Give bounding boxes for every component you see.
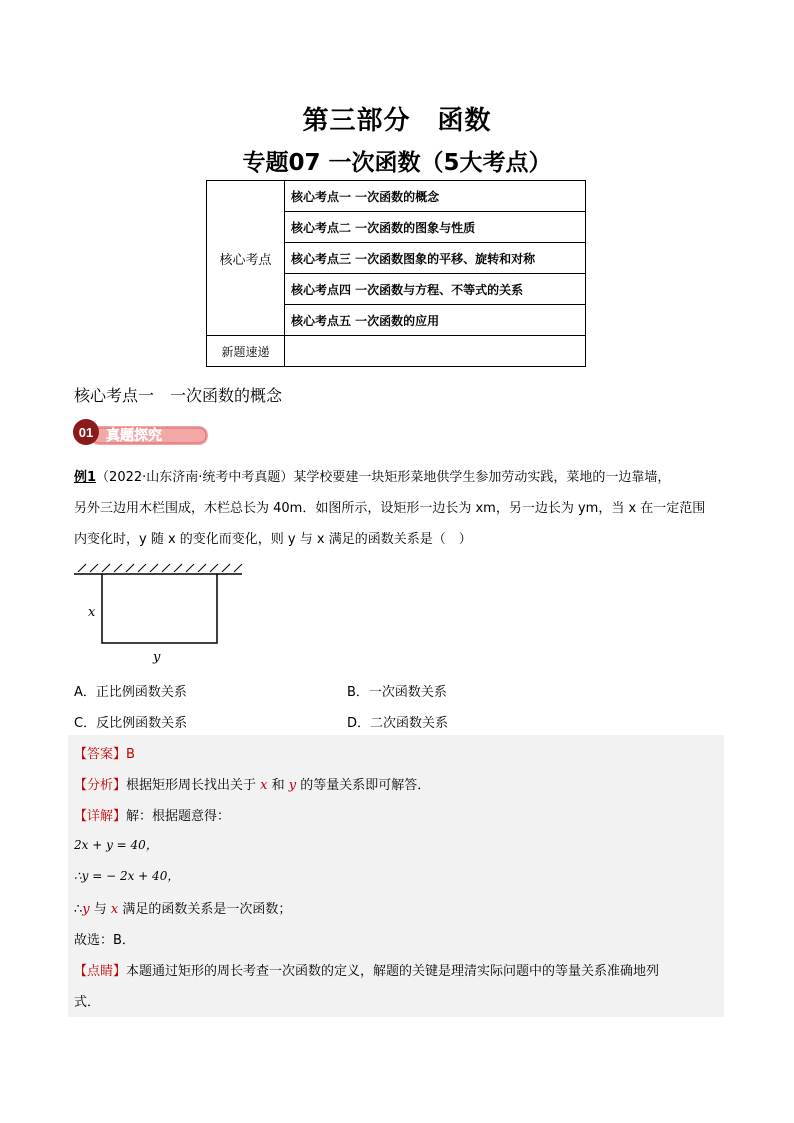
toc-label: 核心考点: [207, 181, 285, 336]
comment-tag: 【点睛】: [74, 964, 127, 979]
analysis-text-2: 和: [267, 778, 289, 793]
comment-line-1: [74, 960, 659, 979]
option-d[interactable]: D．二次函数关系: [347, 716, 449, 731]
toc-new-label: 新题速递: [207, 336, 285, 367]
therefore-symbol: ∴: [74, 902, 83, 917]
detail-line: [74, 805, 230, 824]
toc-item-4[interactable]: 核心考点四 一次函数与方程、不等式的关系: [285, 274, 586, 305]
analysis-var-y: y: [288, 778, 297, 793]
analysis-tag: 【分析】: [74, 778, 127, 793]
figure-label-y: y: [153, 650, 161, 665]
question-line-2: 另外三边用木栏围成，木栏总长为 40m．如图所示，设矩形一边长为 xm，另一边长为 ym，当 x 在一定范围: [74, 501, 706, 516]
toc-item-5[interactable]: 核心考点五 一次函数的应用: [285, 305, 586, 336]
example-label: 例1: [74, 470, 97, 485]
equation-1: 2x + y = 40，: [74, 838, 158, 852]
conclusion-var-x: x: [110, 902, 119, 917]
analysis-text-3: 的等量关系即可解答．: [296, 778, 431, 793]
toc-item-3[interactable]: 核心考点三 一次函数图象的平移、旋转和对称: [285, 243, 586, 274]
banner-text: 真题探究: [106, 428, 162, 444]
choice-line: 故选：B．: [74, 933, 135, 948]
detail-tag: 【详解】: [74, 809, 127, 824]
toc-new-value: [285, 336, 586, 367]
comment-text-1: 本题通过矩形的周长考查一次函数的定义，解题的关键是理清实际问题中的等量关系准确地列: [126, 964, 660, 979]
answer-value: B: [126, 747, 135, 762]
rectangle-figure: [72, 560, 247, 672]
conclusion-text-1: 与: [89, 902, 111, 917]
analysis-line: [74, 774, 430, 793]
section-title: 核心考点一 一次函数的概念: [74, 386, 283, 405]
option-a[interactable]: A．正比例函数关系: [74, 685, 187, 700]
conclusion-var-y: y: [82, 902, 90, 917]
option-b[interactable]: B．一次函数关系: [347, 685, 447, 700]
question-block: [74, 462, 724, 555]
question-line-1: （2022·山东济南·统考中考真题）某学校要建一块矩形菜地供学生参加劳动实践，菜地的一边靠墙，: [96, 470, 671, 485]
answer-tag: 【答案】: [74, 747, 127, 762]
option-c[interactable]: C．反比例函数关系: [74, 716, 188, 731]
part-title: 第三部分 函数: [302, 106, 492, 136]
analysis-var-x: x: [260, 778, 268, 793]
topic-title: 专题07 一次函数（5大考点）: [242, 150, 552, 176]
detail-text: 解：根据题意得：: [126, 809, 231, 824]
analysis-text-1: 根据矩形周长找出关于: [126, 778, 261, 793]
answer-panel: [68, 735, 724, 1017]
toc-item-2[interactable]: 核心考点二 一次函数的图象与性质: [285, 212, 586, 243]
toc-table: [206, 180, 586, 367]
toc-item-1[interactable]: 核心考点一 一次函数的概念: [285, 181, 586, 212]
section-banner: [72, 417, 212, 451]
answer-line: [74, 743, 135, 762]
figure-label-x: x: [88, 605, 96, 620]
conclusion-line: [74, 898, 291, 917]
question-line-3: 内变化时，y 随 x 的变化而变化，则 y 与 x 满足的函数关系是（ ）: [74, 532, 472, 547]
comment-line-2: 式．: [74, 995, 101, 1010]
conclusion-text-2: 满足的函数关系是一次函数；: [118, 902, 292, 917]
equation-2: ∴y = − 2x + 40，: [74, 869, 180, 883]
banner-number: 01: [78, 425, 94, 440]
